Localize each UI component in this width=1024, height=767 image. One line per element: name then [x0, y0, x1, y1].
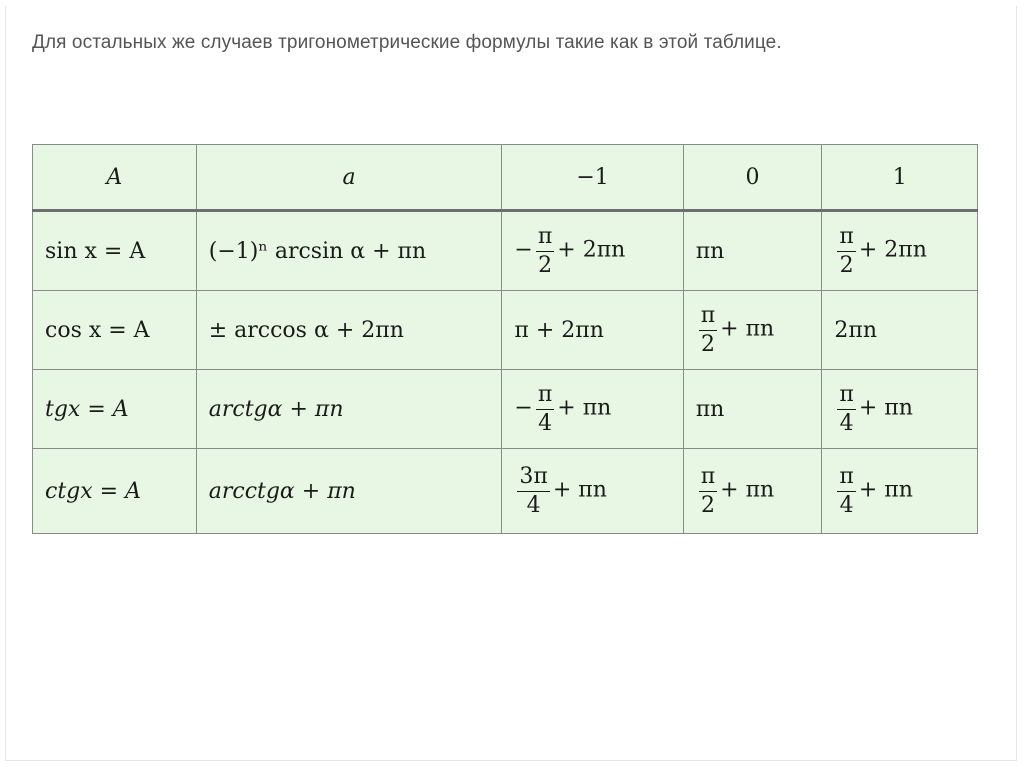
cell-zero: πn — [683, 370, 822, 449]
fraction — [837, 383, 855, 434]
cell-equation: tgx = A — [33, 370, 197, 449]
numerator: π — [837, 225, 855, 251]
denominator: 2 — [700, 331, 715, 357]
header-minus-one: −1 — [502, 145, 683, 211]
numerator: π — [699, 304, 717, 330]
cell-one: 2πn — [822, 291, 978, 370]
cell-minus-one — [502, 211, 683, 291]
denominator: 4 — [839, 410, 854, 436]
trig-solutions-table — [32, 144, 978, 534]
term-rest: + πn — [720, 478, 775, 503]
cell-equation: cos x = A — [33, 291, 197, 370]
fraction — [699, 304, 717, 355]
table-row-tg — [33, 370, 978, 449]
table-row-cos — [33, 291, 978, 370]
cell-minus-one — [502, 370, 683, 449]
numerator: π — [837, 383, 855, 409]
term-rest: + πn — [557, 396, 612, 421]
fraction — [536, 225, 554, 276]
term-rest: + πn — [552, 478, 607, 503]
numerator: π — [536, 225, 554, 251]
cell-general: arctgα + πn — [196, 370, 502, 449]
cell-minus-one: π + 2πn — [502, 291, 683, 370]
fraction — [837, 225, 855, 276]
cell-general: arcctgα + πn — [196, 449, 502, 534]
denominator: 4 — [538, 410, 553, 436]
term-rest: + 2πn — [557, 238, 626, 263]
cell-equation: ctgx = A — [33, 449, 197, 534]
cell-one — [822, 211, 978, 291]
header-equation: A — [33, 145, 197, 211]
term-rest: + πn — [858, 396, 913, 421]
sign: − — [514, 238, 533, 263]
numerator: π — [837, 465, 855, 491]
term-rest: + πn — [858, 478, 913, 503]
cell-minus-one — [502, 449, 683, 534]
table-row-ctg — [33, 449, 978, 534]
table-row-sin — [33, 211, 978, 291]
cell-zero — [683, 449, 822, 534]
fraction — [699, 465, 717, 516]
denominator: 2 — [700, 492, 715, 518]
denominator: 4 — [526, 492, 541, 518]
cell-general: (−1)ⁿ arcsin α + πn — [196, 211, 502, 291]
header-zero: 0 — [683, 145, 822, 211]
denominator: 2 — [839, 252, 854, 278]
cell-one — [822, 370, 978, 449]
fraction — [837, 465, 855, 516]
fraction — [517, 465, 549, 516]
cell-zero: πn — [683, 211, 822, 291]
term-rest: + πn — [720, 317, 775, 342]
sign: − — [514, 396, 533, 421]
numerator: π — [536, 383, 554, 409]
numerator: 3π — [517, 465, 549, 491]
cell-one — [822, 449, 978, 534]
cell-equation: sin x = A — [33, 211, 197, 291]
term-rest: + 2πn — [858, 238, 927, 263]
fraction — [536, 383, 554, 434]
table-header-row — [33, 145, 978, 211]
numerator: π — [699, 465, 717, 491]
intro-text: Для остальных же случаев тригонометрические формулы такие как в этой таблице. — [32, 32, 782, 53]
denominator: 4 — [839, 492, 854, 518]
header-general-solution: a — [196, 145, 502, 211]
header-one: 1 — [822, 145, 978, 211]
denominator: 2 — [538, 252, 553, 278]
cell-general: ± arccos α + 2πn — [196, 291, 502, 370]
cell-zero — [683, 291, 822, 370]
